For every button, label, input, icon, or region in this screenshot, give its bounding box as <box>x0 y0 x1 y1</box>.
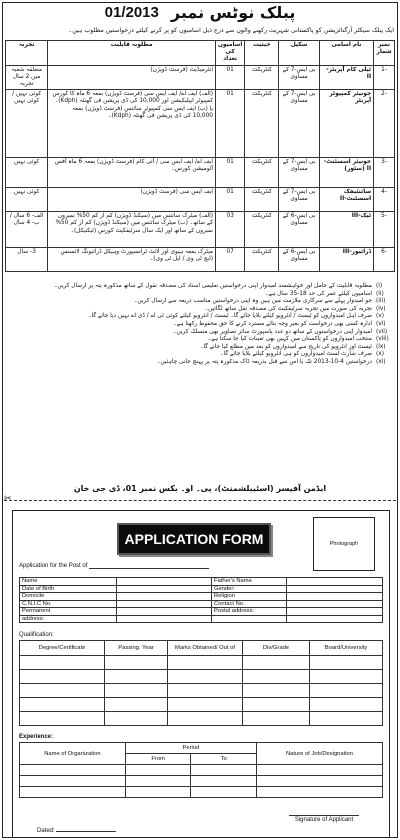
table-row <box>20 765 383 776</box>
signature-of-applicant: Signature of Applicant <box>289 815 359 823</box>
cell-count: 01 <box>215 90 244 158</box>
header-sn: نمبر شمار <box>374 41 395 66</box>
table-cell[interactable] <box>243 698 310 712</box>
cell-scale: بی ایس-6 کے مساوی <box>279 248 320 272</box>
condition-item <box>6 321 394 329</box>
column-header: Marks Obtained/ Out of <box>168 641 243 656</box>
cell-sn: -3 <box>374 158 395 188</box>
cell-name: جونیئر اسسٹنٹ-II (سٹور) <box>319 158 373 188</box>
condition-text: مطلوبہ قابلیت کے حامل اور خواہشمند امیدوار اپنی درخواستیں تعلیمی اسناد کی مصدقہ نقول کے ساتھ مذکورہ پتہ پر ارسال کریں۔ <box>54 283 372 289</box>
notice-title-urdu: پبلک نوٹس نمبر <box>170 2 296 22</box>
form-title: APPLICATION FORM <box>117 523 271 555</box>
table-row <box>20 712 383 726</box>
table-row <box>20 743 383 754</box>
field-input[interactable] <box>287 578 383 586</box>
table-cell[interactable] <box>243 684 310 698</box>
cell-count: 01 <box>215 188 244 212</box>
experience-label: Experience: <box>19 734 54 740</box>
cell-experience: کوئی نہیں / کوئی نہیں <box>6 90 48 158</box>
post-input-line[interactable] <box>89 561 209 569</box>
field-input[interactable] <box>117 608 212 616</box>
condition-number: (ix) <box>376 343 386 350</box>
cell-experience: 3- سال <box>6 248 48 272</box>
side-pid <box>0 700 8 830</box>
condition-text: ادارہ کسی بھی درخواست کو بغیر وجہ بتائے مسترد کرنے کا حق محفوظ رکھتا ہے۔ <box>173 320 372 327</box>
field-input[interactable] <box>117 615 212 623</box>
table-row <box>20 787 383 798</box>
cell-name: ٹیک-III <box>319 212 373 248</box>
table-row <box>20 698 383 712</box>
table-row <box>6 65 395 90</box>
cut-line <box>4 500 396 501</box>
condition-number: (ii) <box>376 290 384 297</box>
field-label: Name <box>20 578 117 586</box>
condition-item <box>6 313 394 321</box>
cell-count: 01 <box>215 158 244 188</box>
table-cell[interactable] <box>20 765 126 776</box>
table-row <box>20 578 383 586</box>
condition-text: امیدوار اپنی درخواستوں کے ساتھ دو عدد پاسپورٹ سائز تصاویر بھی منسلک کریں۔ <box>173 328 372 335</box>
column-header: Nature of Job/Designation <box>256 743 382 765</box>
header-qualification: مطلوبہ قابلیت <box>48 41 216 66</box>
table-cell[interactable] <box>168 684 243 698</box>
condition-item <box>6 283 394 291</box>
table-cell[interactable] <box>256 765 382 776</box>
table-cell[interactable] <box>20 670 105 684</box>
conditions-list <box>6 283 394 367</box>
photograph-box: Photograph <box>313 517 375 571</box>
field-input[interactable] <box>287 600 383 608</box>
cell-status: کنٹریکٹ <box>245 90 279 158</box>
cell-qualification: (الف) میٹرک سائنس میں (سیکنڈ ڈویژن) کم از کم 50% نمبروں کے ساتھ۔ (ب) میٹرک سائنس میں (سیکنڈ ڈویژن) کم از کم 50% نمبروں کے ساتھ اور ایک سال سرٹیفکیٹ کورس (ٹیکنیکل)۔ <box>48 212 216 248</box>
cell-name: سائنٹیفک اسسٹنٹ-II <box>319 188 373 212</box>
table-cell[interactable] <box>105 670 168 684</box>
header-status: حیثیت <box>245 41 279 66</box>
condition-item <box>6 359 394 367</box>
jobs-table <box>5 40 395 272</box>
notice-title <box>0 0 400 24</box>
table-cell[interactable] <box>243 712 310 726</box>
table-cell[interactable] <box>310 670 383 684</box>
cell-name: جونیئر کمپیوٹر آپریٹر <box>319 90 373 158</box>
table-row <box>6 212 395 248</box>
post-label: Application for the Post of <box>19 563 88 569</box>
field-input[interactable] <box>117 593 212 601</box>
field-label: Religion <box>212 593 287 601</box>
condition-item <box>6 336 394 344</box>
dated-label: Dated: <box>37 828 55 834</box>
cell-sn: -4 <box>374 188 395 212</box>
field-label: Domicile <box>20 593 117 601</box>
table-row <box>20 600 383 608</box>
table-row <box>6 158 395 188</box>
table-row <box>20 585 383 593</box>
column-header: Degree/Certificate <box>20 641 105 656</box>
condition-text: صرف اہل امیدواروں کو ٹیسٹ / انٹرویو کیلئے بلایا جائے گا۔ ٹیسٹ / انٹرویو کیلئے کوئی ٹی اے / ڈی اے نہیں دیا جائے گا۔ <box>88 313 372 320</box>
cell-scale: بی ایس-6 کے مساوی <box>279 212 320 248</box>
table-cell[interactable] <box>191 787 257 798</box>
table-cell[interactable] <box>168 712 243 726</box>
cell-sn: -6 <box>374 248 395 272</box>
field-label: Date of Birth <box>20 585 117 593</box>
table-row <box>20 684 383 698</box>
condition-number: (i) <box>376 283 383 289</box>
table-row <box>20 593 383 601</box>
scissors-icon: ✂ <box>4 494 12 504</box>
condition-text: اسامیوں کیلئے عمر کی حد 18-35 سال ہے۔ <box>265 290 372 297</box>
cell-count: 01 <box>215 65 244 90</box>
column-header: To <box>191 754 257 765</box>
cell-scale: بی ایس-7 کے مساوی <box>279 158 320 188</box>
condition-text: ٹیسٹ اور انٹرویو کی تاریخ سے امیدواروں کو بعد میں مطلع کیا جائے گا۔ <box>199 343 372 350</box>
column-header: Div/Grade <box>243 641 310 656</box>
condition-item <box>6 351 394 359</box>
table-cell[interactable] <box>191 776 257 787</box>
table-cell[interactable] <box>256 776 382 787</box>
table-cell[interactable] <box>191 765 257 776</box>
cell-name: ڈرائیور-III <box>319 248 373 272</box>
field-input[interactable] <box>117 600 212 608</box>
header-count: اسامیوں کی تعداد <box>215 41 244 66</box>
table-cell[interactable] <box>20 712 105 726</box>
table-cell[interactable] <box>243 656 310 670</box>
table-cell[interactable] <box>168 698 243 712</box>
cell-status: کنٹریکٹ <box>245 212 279 248</box>
field-label <box>212 615 287 623</box>
table-cell[interactable] <box>256 787 382 798</box>
condition-number: (iii) <box>376 298 386 305</box>
cell-status: کنٹریکٹ <box>245 188 279 212</box>
dated-input-line[interactable] <box>56 825 116 832</box>
cell-qualification: انٹرمیڈیٹ (فرسٹ ڈویژن) <box>48 65 216 90</box>
table-row <box>20 656 383 670</box>
cell-qualification: ایف اے/ ایف ایس سی / آئی کام (فرسٹ ڈویژن) بمعہ 6 ماہ آفس آٹومیشن کورس۔ <box>48 158 216 188</box>
post-field <box>19 561 209 569</box>
field-input[interactable] <box>117 585 212 593</box>
field-label: Father's Name <box>212 578 287 586</box>
cell-status: کنٹریکٹ <box>245 158 279 188</box>
condition-text: درخواستیں 4-10-2013 تک یا اس سے قبل بذریعہ ڈاک مذکورہ پتہ پر پہنچ جانی چاہئیں۔ <box>157 358 372 365</box>
table-cell[interactable] <box>105 656 168 670</box>
experience-table <box>19 742 383 798</box>
table-row <box>20 670 383 684</box>
column-header: Period <box>125 743 256 754</box>
field-input[interactable] <box>287 615 383 623</box>
table-row <box>20 776 383 787</box>
cell-experience: کوئی نہیں <box>6 188 48 212</box>
field-input[interactable] <box>117 578 212 586</box>
qualification-label: Qualification: <box>19 632 54 638</box>
table-row <box>6 90 395 158</box>
cell-count: 03 <box>215 212 244 248</box>
condition-text: صرف شارٹ لسٹ امیدواروں کو ہی انٹرویو کیلئے بلایا جائے گا۔ <box>220 351 372 358</box>
column-header: Name of Organization <box>20 743 126 765</box>
field-label: Postal address: <box>212 608 287 616</box>
qualification-table <box>19 640 383 726</box>
cell-experience: متعلقہ شعبہ میں 2 سال تجربہ <box>6 65 48 90</box>
intro-text: ایک پبلک سیکٹر آرگنائزیشن کو پاکستانی شہریت رکھنے والوں سے درج ذیل اسامیوں کو پر کرنے کیلئے درخواستیں مطلوب ہیں۔ <box>68 27 394 34</box>
personal-info-table <box>19 577 383 623</box>
condition-number: (vii) <box>376 328 388 335</box>
cell-qualification: ایف ایس سی (فرسٹ ڈویژن) <box>48 188 216 212</box>
condition-number: (iv) <box>376 305 386 312</box>
cell-name: ٹیلی کام آپریٹر-II <box>319 65 373 90</box>
table-cell[interactable] <box>20 684 105 698</box>
cell-sn: -5 <box>374 212 395 248</box>
condition-number: (viii) <box>376 336 389 343</box>
dated-field <box>37 825 116 834</box>
header-experience: تجربہ <box>6 41 48 66</box>
table-cell[interactable] <box>125 765 191 776</box>
field-label: address: <box>20 615 117 623</box>
table-cell[interactable] <box>125 776 191 787</box>
condition-item <box>6 298 394 306</box>
table-cell[interactable] <box>168 670 243 684</box>
table-cell[interactable] <box>20 787 126 798</box>
condition-number: (v) <box>376 313 384 320</box>
condition-number: (xi) <box>376 358 386 365</box>
table-cell[interactable] <box>310 698 383 712</box>
table-cell[interactable] <box>168 656 243 670</box>
condition-text: تجربہ کی صورت میں تجربہ سرٹیفکیٹ کی مصدقہ نقل ساتھ لگائیں۔ <box>204 305 372 312</box>
field-input[interactable] <box>287 585 383 593</box>
table-row <box>6 188 395 212</box>
admin-address: ایڈمن آفیسر (اسٹیبلشمنٹ)، پی۔ او۔ بکس نمبر 01، ڈی جی خان <box>73 484 327 493</box>
table-row <box>20 608 383 616</box>
table-cell[interactable] <box>243 670 310 684</box>
field-label: Contact No. <box>212 600 287 608</box>
table-cell[interactable] <box>310 712 383 726</box>
cell-sn: -1 <box>374 65 395 90</box>
header-scale: سکیل <box>279 41 320 66</box>
field-input[interactable] <box>287 608 383 616</box>
table-cell[interactable] <box>105 712 168 726</box>
table-cell[interactable] <box>310 684 383 698</box>
field-label: C.N.I.C No. <box>20 600 117 608</box>
table-row <box>6 248 395 272</box>
table-cell[interactable] <box>105 698 168 712</box>
column-header: From <box>125 754 191 765</box>
cell-scale: بی ایس-7 کے مساوی <box>279 188 320 212</box>
field-label: Permanent <box>20 608 117 616</box>
cell-status: کنٹریکٹ <box>245 248 279 272</box>
condition-number: (x) <box>376 351 384 358</box>
table-cell[interactable] <box>20 698 105 712</box>
header-name: نام اسامی <box>319 41 373 66</box>
table-cell[interactable] <box>310 656 383 670</box>
application-form <box>12 510 390 838</box>
condition-number: (vi) <box>376 320 386 327</box>
cell-count: 07 <box>215 248 244 272</box>
cell-experience: الف- 6 سال / ب- 4 سال <box>6 212 48 248</box>
cell-experience: کوئی نہیں <box>6 158 48 188</box>
condition-text: منتخب امیدواروں کو پاکستان میں کہیں بھی تعینات کیا جا سکتا ہے۔ <box>207 336 372 343</box>
column-header: Passing. Year <box>105 641 168 656</box>
cell-scale: بی ایس-7 کے مساوی <box>279 65 320 90</box>
cell-qualification: میٹرک بمعہ ہیوی اور لائٹ ٹرانسپورٹ وہیکل ڈرائیونگ لائسنس (ایچ ٹی وی / ایل ٹی وی)۔ <box>48 248 216 272</box>
cell-status: کنٹریکٹ <box>245 65 279 90</box>
field-input[interactable] <box>287 593 383 601</box>
table-row <box>20 641 383 656</box>
table-row <box>20 615 383 623</box>
notice-number: 01/2013 <box>104 3 159 21</box>
table-cell[interactable] <box>20 776 126 787</box>
condition-text: جو امیدوار پہلے سے سرکاری ملازمت میں ہیں وہ اپنی درخواستیں مناسب ذریعہ سے ارسال کریں۔ <box>134 298 372 305</box>
field-label: Gender: <box>212 585 287 593</box>
cell-sn: -2 <box>374 90 395 158</box>
cell-scale: بی ایس-7 کے مساوی <box>279 90 320 158</box>
table-cell[interactable] <box>20 656 105 670</box>
table-cell[interactable] <box>125 787 191 798</box>
cell-qualification: (الف) ایف اے/ ایف ایس سی (فرسٹ ڈویژن) بمعہ 6 ماہ کا کورس کمپیوٹر ایپلیکیشن اور 10,000 کی ڈی پریشن فی گھنٹہ (Kdph)۔ یا (ب) ایف ایس سی کمپیوٹر سائنس (فرسٹ ڈویژن) بمعہ 10,000 کی ڈی پریشن فی گھنٹہ (Kdph)۔ <box>48 90 216 158</box>
table-cell[interactable] <box>105 684 168 698</box>
column-header: Board/University <box>310 641 383 656</box>
